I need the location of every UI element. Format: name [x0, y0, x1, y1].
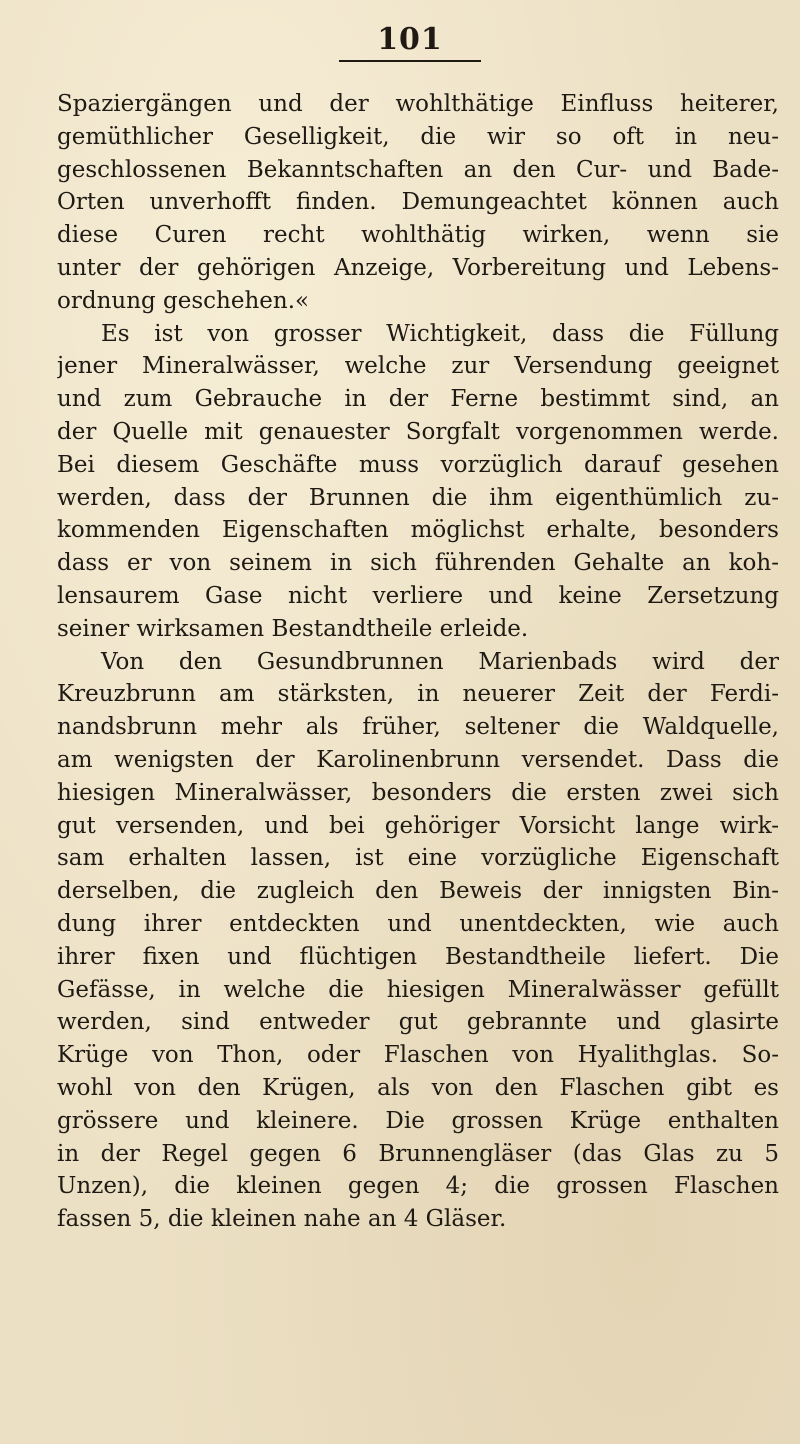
text-line: Von den Gesundbrunnen Marienbads wird der	[101, 648, 779, 675]
text-line: Orten unverhofft finden. Demungeachtet können auch	[57, 189, 779, 216]
text-line: geschlossenen Bekanntschaften an den Cur- und Bade-	[57, 156, 779, 183]
text-line: Es ist von grosser Wichtigkeit, dass die Füllung	[101, 320, 779, 347]
text-line: dass er von seinem in sich führenden Gehalte an koh-	[57, 550, 779, 577]
page-header	[0, 22, 800, 62]
text-line: gemüthlicher Geselligkeit, die wir so oft in neu-	[57, 123, 779, 150]
text-line: grössere und kleinere. Die grossen Krüge enthalten	[57, 1107, 779, 1134]
text-line: werden, dass der Brunnen die ihm eigenthümlich zu-	[57, 484, 779, 511]
text-line: dung ihrer entdeckten und unentdeckten, wie auch	[57, 910, 779, 937]
text-line: Kreuzbrunn am stärksten, in neuerer Zeit der Ferdi-	[57, 681, 779, 708]
text-line: und zum Gebrauche in der Ferne bestimmt sind, an	[57, 386, 779, 413]
text-line: Unzen), die kleinen gegen 4; die grossen Flaschen	[57, 1173, 779, 1200]
text-line: Gefässe, in welche die hiesigen Mineralwässer gefüllt	[57, 976, 779, 1003]
text-line: lensaurem Gase nicht verliere und keine Zersetzung	[57, 582, 779, 609]
body-text	[57, 88, 779, 1236]
text-line: fassen 5, die kleinen nahe an 4 Gläser.	[57, 1206, 507, 1233]
text-line: wohl von den Krügen, als von den Flaschen gibt es	[57, 1074, 779, 1101]
text-line: werden, sind entweder gut gebrannte und glasirte	[57, 1009, 779, 1036]
text-line: Bei diesem Geschäfte muss vorzüglich darauf gesehen	[57, 451, 779, 478]
text-line: jener Mineralwässer, welche zur Versendung geeignet	[57, 353, 779, 380]
text-line: der Quelle mit genauester Sorgfalt vorgenommen werde.	[57, 418, 779, 445]
text-line: diese Curen recht wohlthätig wirken, wenn sie	[57, 222, 779, 249]
text-line: hiesigen Mineralwässer, besonders die ersten zwei sich	[57, 779, 779, 806]
text-line: gut versenden, und bei gehöriger Vorsicht lange wirk-	[57, 812, 779, 839]
text-line: Krüge von Thon, oder Flaschen von Hyalithglas. So-	[57, 1042, 779, 1069]
text-line: seiner wirksamen Bestandtheile erleide.	[57, 615, 529, 642]
text-line: nandsbrunn mehr als früher, seltener die Waldquelle,	[57, 714, 779, 741]
text-line: in der Regel gegen 6 Brunnengläser (das Glas zu 5	[57, 1140, 779, 1167]
text-line: kommenden Eigenschaften möglichst erhalte, besonders	[57, 517, 779, 544]
page-number: 101	[339, 22, 481, 62]
text-line: sam erhalten lassen, ist eine vorzügliche Eigenschaft	[57, 845, 779, 872]
text-line: am wenigsten der Karolinenbrunn versendet. Dass die	[57, 746, 779, 773]
text-line: ihrer fixen und flüchtigen Bestandtheile liefert. Die	[57, 943, 779, 970]
text-line: Spaziergängen und der wohlthätige Einfluss heiterer,	[57, 91, 779, 117]
text-line: ordnung geschehen.«	[57, 287, 310, 314]
text-line: derselben, die zugleich den Beweis der innigsten Bin-	[57, 878, 779, 905]
text-line: unter der gehörigen Anzeige, Vorbereitung und Lebens-	[57, 254, 779, 281]
